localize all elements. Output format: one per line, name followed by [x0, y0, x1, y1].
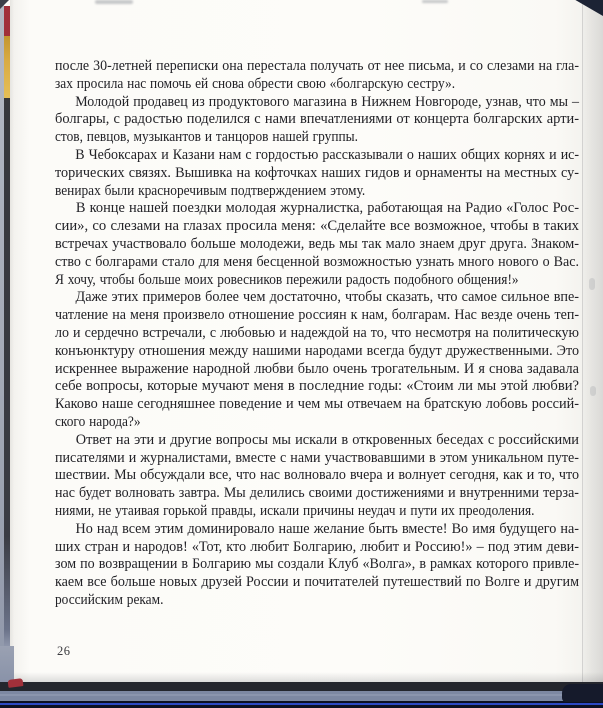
- cover-blue-line: [0, 703, 603, 705]
- text-line: ского народа?»: [55, 412, 141, 430]
- text-line: каем все больше новых друзей России и почитателей путешествий по Волге и другим: [55, 573, 580, 591]
- top-edge-smudge: [422, 0, 448, 3]
- text-line: стов, певцов, музыкантов и танцоров нашей группы.: [55, 128, 358, 146]
- cover-bottom-navy-band: [0, 701, 603, 708]
- text-line: болгары, с радостью поделился с нами впечатлениями от концерта болгарских арти-: [55, 110, 580, 128]
- cover-bottom-dark-band: [0, 682, 603, 691]
- text-line: российским рекам.: [55, 590, 164, 608]
- text-line: Даже этих примеров более чем достаточно, чтобы сказать, что самое сильное впе-: [75, 288, 580, 306]
- page-edge-mark: [589, 278, 595, 290]
- text-line: торических связях. Вышивка на кофточках наших гидов и орнаменты на местных су-: [55, 163, 580, 181]
- page-number: 26: [57, 644, 71, 658]
- top-edge-smudge: [95, 0, 133, 4]
- text-line: Я хочу, чтобы больше моих ровесников пережили радость подобного общения!»: [55, 270, 519, 288]
- text-line: сии», со слезами на глазах просила меня: «Сделайте все возможное, чтобы в таких: [55, 217, 579, 235]
- cover-corner-blob: [562, 684, 603, 702]
- text-line: Ответ на эти и другие вопросы мы искали в откровенных беседах с российскими: [75, 430, 579, 448]
- text-line: искреннее выражение народной любви было очень трогательным. И я снова задавала: [55, 359, 579, 377]
- text-line: ло и сердечно встречали, с любовью и надеждой на то, что несмотря на политическую: [55, 323, 580, 341]
- text-line: Но над всем этим доминировало наше желание быть вместе! Во имя будущего на-: [75, 519, 579, 537]
- text-line: конъюнктуру отношения между нашими народами всегда будут дружественными. Это: [55, 341, 580, 359]
- text-line: после 30-летней переписки она перестала получать от нее письма, и со слезами на гла-: [55, 57, 579, 74]
- text-line: Каково наше сегодняшнее поведение и чем мы отвечаем на братскую лобовь россий-: [55, 395, 580, 413]
- text-line: шествии. Мы обсуждали все, что нас волновало вчера и волнует сегодня, как и то, что: [55, 466, 579, 484]
- text-line: встречах участвовало больше молодежи, ведь мы так мало знаем друг друга. Знаком-: [55, 234, 579, 252]
- text-line: В конце нашей поездки молодая журналистка, работающая на Радио «Голос Рос-: [75, 199, 579, 217]
- text-line: ство с болгарами стало для меня бесценной возможностью узнать много нового о Вас.: [55, 252, 579, 270]
- page-edge-right: [582, 0, 603, 684]
- text-line: зах просила нас помочь ей снова обрести свою «болгарскую сестру».: [55, 74, 456, 92]
- text-line: венирах были красноречивым подтверждением этому.: [55, 181, 366, 199]
- spine-page-sliver: [10, 0, 14, 684]
- text-line: чатление на меня произвело отношение россиян к нам, болгарам. Нас везде очень теп-: [55, 306, 580, 324]
- page-edge-mark: [590, 386, 596, 396]
- cover-bottom-bluegray-band: [0, 691, 603, 701]
- text-line: зом по возвращении в Болгарию мы создали Клуб «Волга», в рамках которого привле-: [55, 555, 580, 573]
- text-line: ших стран и народов! «Тот, кто любит Болгарию, любит и Россию!» – под этим деви-: [55, 537, 580, 555]
- text-line: себе вопросы, которые мучают меня в последние годы: «Стоим ли мы этой любви?: [55, 377, 580, 395]
- page-text: [55, 57, 579, 609]
- text-line: В Чебоксарах и Казани нам с гордостью рассказывали о наших общих корнях и ис-: [75, 145, 580, 163]
- text-line: нас будет волновать завтра. Мы делились своими достижениями и внутренними терза-: [55, 484, 579, 502]
- text-line: ниями, не утаивая горькой правды, искали причины неудач и пути их преодоления.: [55, 501, 535, 519]
- text-line: Молодой продавец из продуктового магазина в Нижнем Новгороде, узнав, что мы –: [75, 92, 579, 110]
- text-line: писателями и журналистами, вместе с нами участвовавшими в этом уникальном путе-: [55, 448, 579, 466]
